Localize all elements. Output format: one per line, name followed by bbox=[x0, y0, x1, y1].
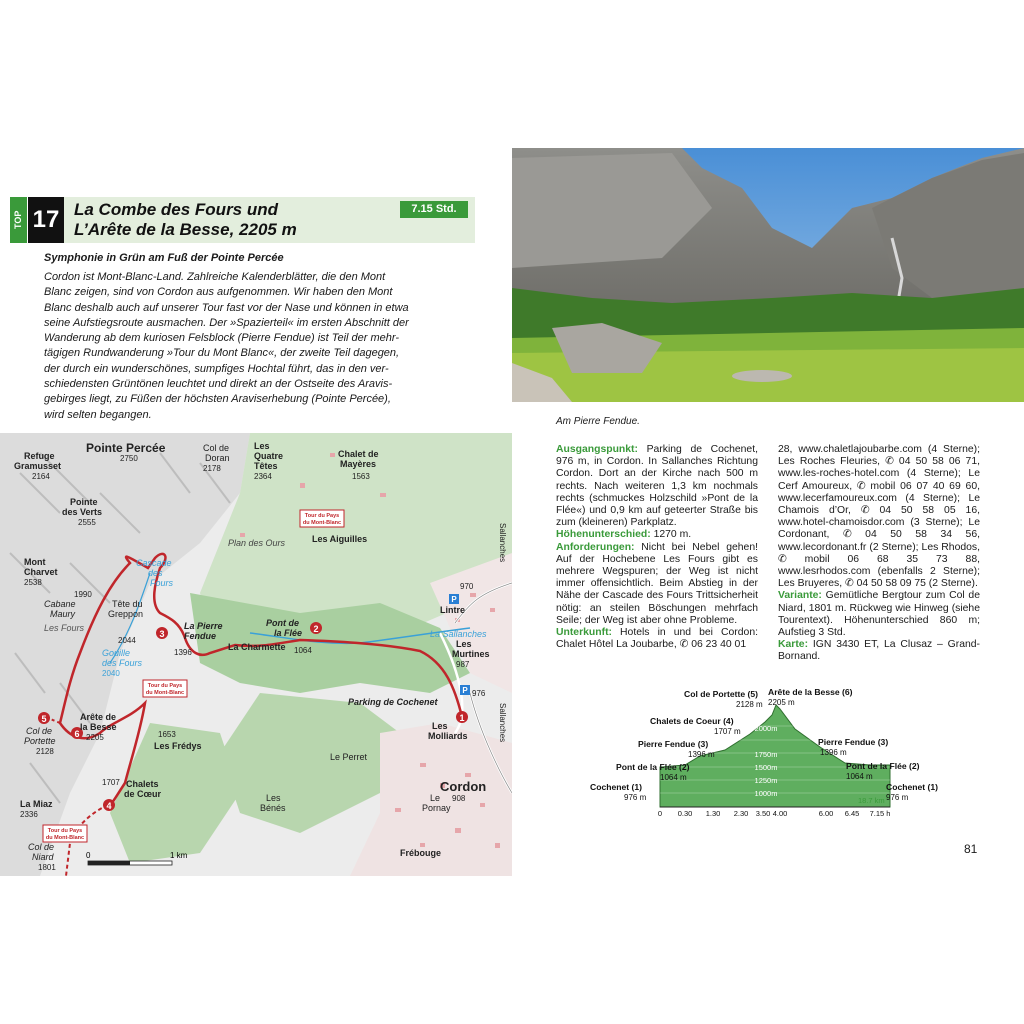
y-tick-1750: 1750m bbox=[754, 750, 778, 759]
label-les-fours: Les Fours bbox=[44, 623, 85, 633]
label-pierre-fendue1: La Pierre bbox=[184, 621, 223, 631]
waypoint-5: 5 bbox=[41, 714, 47, 724]
duration-badge: 7.15 Std. bbox=[400, 201, 468, 218]
label-tete1: Tête du bbox=[112, 599, 143, 609]
info-column-2 bbox=[778, 444, 980, 664]
label-plan-ours: Plan des Ours bbox=[228, 538, 286, 548]
x-tick-5: 4.00 bbox=[772, 809, 788, 818]
tour-number: 17 bbox=[28, 197, 64, 243]
x-tick-6: 6.00 bbox=[818, 809, 834, 818]
label-chalets2: de Cœur bbox=[124, 789, 161, 799]
label-cochenet-left-alt: 976 m bbox=[624, 793, 647, 802]
label-gramusset: Gramusset bbox=[14, 461, 62, 471]
label-cabane-alt: 1990 bbox=[74, 590, 92, 599]
label-sallanches-top: Sallanches bbox=[498, 523, 507, 563]
label-quatre-tetes-alt: 2364 bbox=[254, 472, 272, 481]
y-tick-1250: 1250m bbox=[754, 776, 778, 785]
label-aiguilles: Les Aiguilles bbox=[312, 534, 368, 544]
tmb-sign-line1: Tour du Pays bbox=[47, 828, 83, 834]
label-pont-left: Pont de la Flée (2) bbox=[616, 762, 690, 772]
label-niard1: Col de bbox=[28, 842, 55, 852]
label-col-doran: Col de bbox=[203, 443, 230, 453]
label-pont-alt: 1064 bbox=[294, 646, 312, 655]
label-molliards2: Molliards bbox=[428, 731, 468, 741]
label-col-portette: Col de Portette (5) bbox=[684, 689, 759, 699]
label-cabane1: Cabane bbox=[44, 599, 76, 609]
waypoint-2: 2 bbox=[313, 624, 319, 634]
label-murtines2: Murtines bbox=[452, 649, 490, 659]
label-anforderungen: Anforderungen: bbox=[556, 541, 635, 553]
text-unterkunft-cont: 28, www.chaletlajoubarbe.com (4 Sterne); Les Roches Fleuries, ✆ 04 50 58 06 71, www.les-roches-hotel.com (4 Sterne); Le Cerf Amoureux, ✆ mobil 06 07 40 69 60, www.lecerfamoureux.com (4 Sterne); Le Chamois d’Or, ✆ 04 50 58 05 16, www.hotel-chamoisdor.com (3 Sterne); Le Cordonant, ✆ 04 50 58 34 56, www.lecordonant.fr (2 Sterne); Les Rhodos, ✆ mobil 06 68 35 73 88, www.lesrhodos.com (ebenfalls 2 Sterne); Les Bruyeres, ✆ 04 50 58 09 75 (2 Sterne). bbox=[778, 444, 980, 590]
label-arete2: la Besse bbox=[80, 722, 117, 732]
label-parking-alt: 976 bbox=[472, 689, 486, 698]
label-portette1: Col de bbox=[26, 726, 53, 736]
label-pont-flee2: la Flée bbox=[274, 628, 303, 638]
tmb-sign-line1: Tour du Pays bbox=[147, 683, 183, 689]
text-hoehenunterschied: 1270 m. bbox=[650, 529, 692, 541]
label-mayeres2: Mayères bbox=[340, 459, 377, 469]
label-arete-alt: 2205 m bbox=[768, 698, 795, 707]
label-cordon-alt: 908 bbox=[452, 794, 466, 803]
label-arete: Arête de la Besse (6) bbox=[768, 687, 853, 697]
label-col-portette-alt: 2128 m bbox=[736, 700, 763, 709]
label-fredys-alt: 1653 bbox=[158, 730, 176, 739]
label-karte: Karte: bbox=[778, 639, 809, 651]
label-cochenet-left: Cochenet (1) bbox=[590, 782, 643, 792]
label-cascade3: Fours bbox=[150, 578, 174, 588]
intro-line: der durch ein wunderschönes, sumpfiges Hochtal führt, das in den ver- bbox=[44, 362, 389, 375]
label-niard2: Niard bbox=[32, 852, 54, 862]
top-tag: TOP bbox=[10, 197, 27, 243]
label-gouille2: des Fours bbox=[102, 658, 143, 668]
label-pointe-percee: Pointe Percée bbox=[86, 441, 166, 455]
label-arete1: Arête de bbox=[80, 712, 117, 722]
intro-line: schiedensten Grüntönen leuchtet und direkt an der Ostseite des Aravis- bbox=[44, 378, 393, 391]
label-unterkunft: Unterkunft: bbox=[556, 627, 612, 639]
waypoint-4: 4 bbox=[106, 801, 112, 811]
x-ticks bbox=[658, 809, 891, 818]
label-lintre: Lintre bbox=[440, 605, 466, 615]
scale-one-km: 1 km bbox=[170, 851, 188, 860]
parking-sign-label: P bbox=[462, 686, 468, 695]
label-pointe-verts-alt: 2555 bbox=[78, 518, 96, 527]
label-charvet2: Charvet bbox=[24, 567, 58, 577]
tmb-sign-line1: Tour du Pays bbox=[304, 513, 340, 519]
text-variante: Gemütliche Bergtour zum Col de Niard, 1801 m. Rückweg wie Hinweg (siehe Tourentext). Höhenunterschied 860 m; Aufstieg 3 Std. bbox=[778, 590, 980, 639]
label-gouille-alt: 2040 bbox=[102, 669, 120, 678]
label-variante: Variante: bbox=[778, 590, 822, 602]
y-tick-2000: 2000m bbox=[754, 724, 778, 733]
label-pierre-left: Pierre Fendue (3) bbox=[638, 739, 709, 749]
label-tete-alt: 2044 bbox=[118, 636, 136, 645]
label-pierre-right: Pierre Fendue (3) bbox=[818, 737, 889, 747]
x-tick-8: 7.15 h bbox=[869, 809, 891, 818]
label-cordon: Cordon bbox=[440, 779, 487, 794]
label-sallanches-right: Sallanches bbox=[498, 703, 507, 743]
label-refuge-alt: 2164 bbox=[32, 472, 50, 481]
route-map bbox=[0, 433, 512, 876]
label-parking: Parking de Cochenet bbox=[348, 697, 438, 707]
text-ausgangspunkt: Parking de Cochenet, 976 m, in Cordon. In Sallanches Richtung Cordon. Dort an der Kirche nach 500 m rechts. Nach weiteren 1,3 km nochmals rechts (schmuckes Holzschild »Pont de la Flée«) und 0,9 km auf geteerter Straße bis zum (kleineren) Parkplatz. bbox=[556, 444, 758, 529]
page-title bbox=[74, 200, 374, 240]
label-pointe-verts2: des Verts bbox=[62, 507, 103, 517]
info-column-1 bbox=[556, 444, 758, 651]
label-chalets: Chalets de Coeur (4) bbox=[650, 716, 734, 726]
intro-line: tägigen Rundwanderung »Tour du Mont Blanc«, der zweite Teil dagegen, bbox=[44, 347, 400, 360]
label-la-miaz: La Miaz bbox=[20, 799, 53, 809]
waypoint-1: 1 bbox=[459, 713, 465, 723]
profile-canvas bbox=[590, 685, 960, 820]
label-murtines1: Les bbox=[456, 639, 472, 649]
label-cochenet-right: Cochenet (1) bbox=[886, 782, 939, 792]
x-tick-1: 0.30 bbox=[677, 809, 693, 818]
parking-sign-label: P bbox=[451, 595, 457, 604]
title-line-1: La Combe des Fours und bbox=[74, 200, 279, 219]
intro-text bbox=[44, 270, 468, 423]
label-charvet1: Mont bbox=[24, 557, 46, 567]
intro-line: Blanc deshalb auch auf unserer Tour fast vor der Nase und können in etwa bbox=[44, 301, 409, 314]
label-col-doran-alt: 2178 bbox=[203, 464, 221, 473]
label-refuge: Refuge bbox=[24, 451, 55, 461]
label-portette2: Portette bbox=[24, 736, 56, 746]
x-tick-4: 3.50 bbox=[755, 809, 771, 818]
label-pointe-percee-alt: 2750 bbox=[120, 454, 138, 463]
label-pont-flee1: Pont de bbox=[266, 618, 299, 628]
label-pont-left-alt: 1064 m bbox=[660, 773, 687, 782]
label-sallanches-river: La Sallanches bbox=[430, 629, 487, 639]
page-number: 81 bbox=[964, 842, 978, 856]
waypoint-6: 6 bbox=[74, 729, 80, 739]
y-tick-1500: 1500m bbox=[754, 763, 778, 772]
label-charvet-alt: 2538 bbox=[24, 578, 42, 587]
label-benes2: Bénés bbox=[260, 803, 286, 813]
label-col-doran2: Doran bbox=[205, 453, 230, 463]
landscape-photo bbox=[512, 148, 1024, 402]
label-portette-alt: 2128 bbox=[36, 747, 54, 756]
label-pornay1: Le bbox=[430, 793, 441, 803]
label-le-perret: Le Perret bbox=[330, 752, 368, 762]
subtitle: Symphonie in Grün am Fuß der Pointe Percée bbox=[44, 252, 284, 264]
title-line-2: L’Arête de la Besse, 2205 m bbox=[74, 220, 297, 239]
label-gouille1: Gouille bbox=[102, 648, 131, 658]
tmb-sign-line2: du Mont-Blanc bbox=[45, 835, 85, 841]
label-tete2: Greppon bbox=[108, 609, 144, 619]
label-mayeres-alt: 1563 bbox=[352, 472, 370, 481]
label-pierre-right-alt: 1396 m bbox=[820, 748, 847, 757]
intro-line: wird selten begangen. bbox=[44, 408, 152, 421]
text-anforderungen: Nicht bei Nebel gehen! Auf der Hochebene Les Fours gibt es mehrere Wegspuren; der Weg ist nicht immer offensichtlich. Beim Abstieg in der Nähe der Cascade des Fours Trittsicherheit nötig: an steilen Böschungen mehrfach Seile; der Weg ist aber ohne Probleme. bbox=[556, 541, 758, 626]
tmb-sign-line2: du Mont-Blanc bbox=[302, 520, 342, 526]
intro-line: Blanc zeigen, sind von Cordon aus aufgenommen. Wir haben den Mont bbox=[44, 286, 393, 299]
intro-line: gebirges liegt, zu Füßen der höchsten Araviserhebung (Pointe Percée), bbox=[44, 393, 391, 406]
label-pornay2: Pornay bbox=[422, 803, 451, 813]
intro-line: seine Aufstiegsroute ausmachen. Der »Spazierteil« im ersten Abschnitt der bbox=[44, 316, 409, 329]
label-quatre-tetes3: Têtes bbox=[254, 461, 278, 471]
x-tick-0: 0 bbox=[657, 809, 663, 818]
text-karte: IGN 3430 ET, La Clusaz – Grand-Bornand. bbox=[778, 639, 980, 663]
label-chalets-alt: 1707 m bbox=[714, 727, 741, 736]
intro-line: Cordon ist Mont-Blanc-Land. Zahlreiche Kalenderblätter, die den Mont bbox=[44, 271, 386, 283]
label-cochenet-right-alt: 976 m bbox=[886, 793, 909, 802]
tmb-sign-line2: du Mont-Blanc bbox=[145, 690, 185, 696]
label-cabane2: Maury bbox=[50, 609, 76, 619]
intro-line: Wanderung ab dem kuriosen Felsblock (Pierre Fendue) ist Teil der mehr- bbox=[44, 332, 400, 345]
label-pierre-left-alt: 1396 m bbox=[688, 750, 715, 759]
label-cascade1: Cascade bbox=[136, 558, 172, 568]
x-tick-2: 1.30 bbox=[705, 809, 721, 818]
label-molliards1: Les bbox=[432, 721, 448, 731]
photo-caption: Am Pierre Fendue. bbox=[556, 416, 640, 427]
label-pont-right-alt: 1064 m bbox=[846, 772, 873, 781]
label-frebouge: Frébouge bbox=[400, 848, 442, 858]
label-niard-alt: 1801 bbox=[38, 863, 56, 872]
label-chalets-alt: 1707 bbox=[102, 778, 120, 787]
label-benes1: Les bbox=[266, 793, 281, 803]
label-miaz-alt: 2336 bbox=[20, 810, 38, 819]
label-cascade2: des bbox=[148, 568, 163, 578]
map-canvas bbox=[0, 433, 512, 876]
label-arete-alt: 2205 bbox=[86, 733, 104, 742]
scale-zero: 0 bbox=[86, 851, 91, 860]
label-murtines-alt: 987 bbox=[456, 660, 470, 669]
distance-label: 18.7 km bbox=[858, 796, 885, 805]
label-chalets1: Chalets bbox=[126, 779, 159, 789]
label-quatre-tetes2: Quatre bbox=[254, 451, 284, 461]
label-pierre-fendue2: Fendue bbox=[184, 631, 217, 641]
label-pointe-verts1: Pointe bbox=[70, 497, 98, 507]
elevation-profile bbox=[590, 685, 960, 820]
label-pierre-fendue-alt: 1396 bbox=[174, 648, 192, 657]
label-ausgangspunkt: Ausgangspunkt: bbox=[556, 444, 638, 455]
x-tick-3: 2.30 bbox=[733, 809, 749, 818]
photo-canvas bbox=[512, 148, 1024, 402]
label-mayeres1: Chalet de bbox=[338, 449, 379, 459]
text-unterkunft: Hotels in und bei Cordon: Chalet Hôtel La Joubarbe, ✆ 06 23 40 01 bbox=[556, 627, 758, 651]
label-hoehenunterschied: Höhenunterschied: bbox=[556, 529, 651, 541]
label-pont-right: Pont de la Flée (2) bbox=[846, 761, 920, 771]
waypoint-3: 3 bbox=[159, 629, 165, 639]
label-lintre-alt: 970 bbox=[460, 582, 474, 591]
y-tick-1000: 1000m bbox=[754, 789, 778, 798]
label-quatre-tetes1: Les bbox=[254, 441, 270, 451]
label-charmette: La Charmette bbox=[228, 642, 286, 652]
x-tick-7: 6.45 bbox=[844, 809, 860, 818]
label-les-fredys: Les Frédys bbox=[154, 741, 202, 751]
